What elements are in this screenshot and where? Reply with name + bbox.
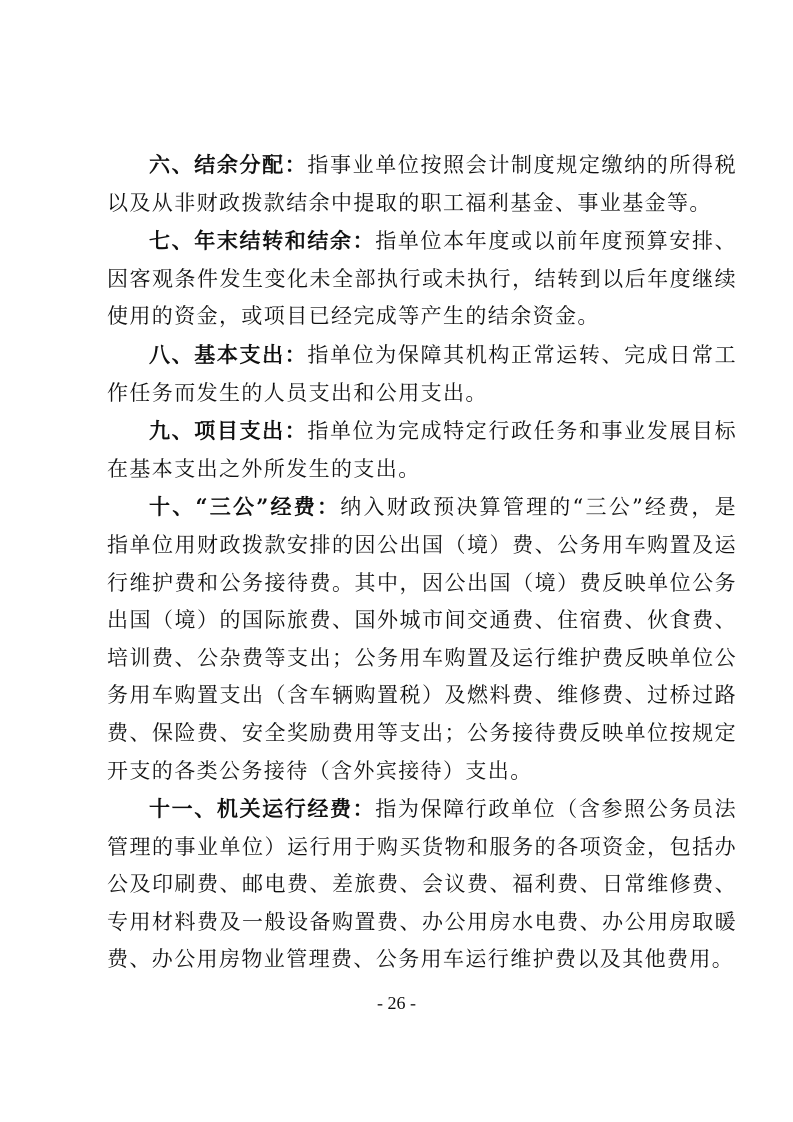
paragraph-heading: 七、年末结转和结余：: [149, 228, 376, 254]
document-body: [107, 146, 737, 979]
paragraph-heading: 八、基本支出：: [149, 341, 308, 367]
paragraph-basic-expenditure: [107, 336, 737, 412]
page-number: - 26 -: [377, 993, 416, 1013]
paragraph-project-expenditure: [107, 412, 737, 488]
paragraph-text: 指为保障行政单位（含参照公务员法管理的事业单位）运行用于购买货物和服务的各项资金，包括办公及印刷费、邮电费、差旅费、会议费、福利费、日常维修费、专用材料费及一般设备购置费、办公用房水电费、办公用房取暖费、办公用房物业管理费、公务用车运行维护费以及其他费用。: [107, 797, 738, 972]
paragraph-heading: 六、结余分配：: [149, 152, 308, 177]
paragraph-text: 指单位为保障其机构正常运转、完成日常工作任务而发生的人员支出和公用支出。: [107, 342, 737, 405]
paragraph-surplus-distribution: [107, 146, 737, 222]
paragraph-text: 指单位为完成特定行政任务和事业发展目标在基本支出之外所发生的支出。: [107, 419, 737, 481]
paragraph-heading: 十、“三公”经费：: [149, 494, 341, 520]
paragraph-text: 指单位本年度或以前年度预算安排、因客观条件发生变化未全部执行或未执行，结转到以后年度继续使用的资金，或项目已经完成等产生的结余资金。: [107, 229, 738, 329]
paragraph-heading: 九、项目支出：: [149, 418, 308, 444]
paragraph-year-end-carryover: [107, 222, 737, 336]
paragraph-agency-operating-funds: [107, 790, 737, 979]
paragraph-text: 纳入财政预决算管理的“三公”经费，是指单位用财政拨款安排的因公出国（境）费、公务用车购置及运行维护费和公务接待费。其中，因公出国（境）费反映单位公务出国（境）的国际旅费、国外城市间交通费、住宿费、伙食费、培训费、公杂费等支出；公务用车购置及运行维护费反映单位公务用车购置支出（含车辆购置税）及燃料费、维修费、过桥过路费、保险费、安全奖励费用等支出；公务接待费反映单位按规定开支的各类公务接待（含外宾接待）支出。: [107, 495, 738, 783]
paragraph-text: 指事业单位按照会计制度规定缴纳的所得税以及从非财政拨款结余中提取的职工福利基金、事业基金等。: [107, 153, 737, 215]
paragraph-heading: 十一、机关运行经费：: [149, 796, 376, 822]
paragraph-three-public-expenses: [107, 488, 737, 790]
